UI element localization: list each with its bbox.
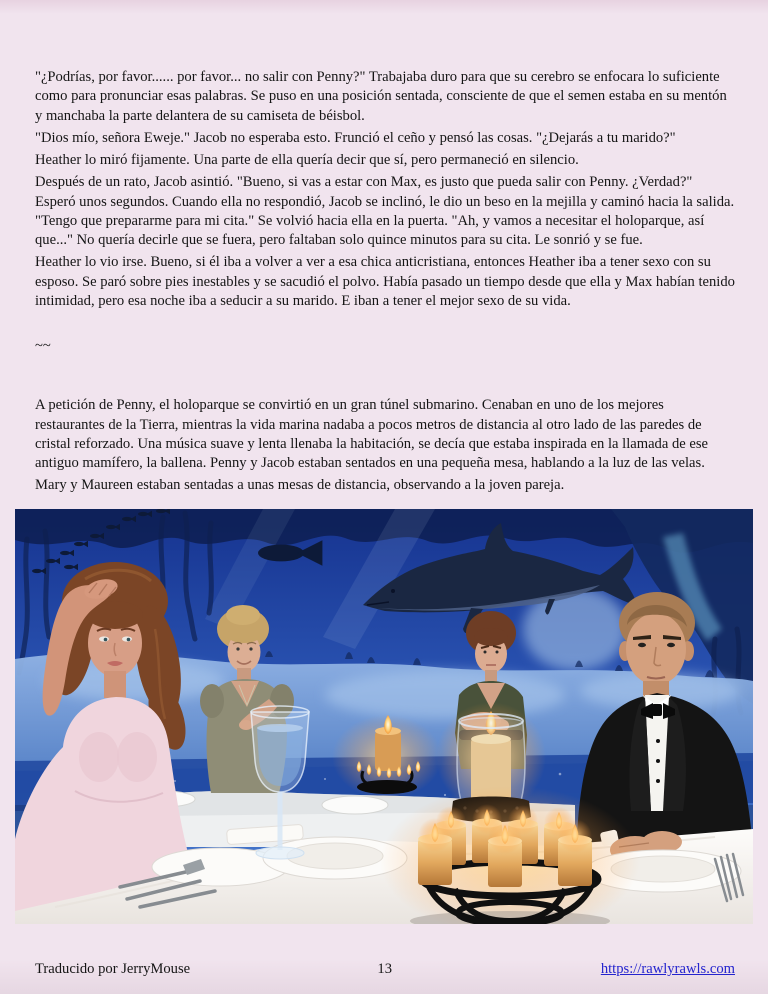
paragraph-2: "Dios mío, señora Eweje." Jacob no esperaba esto. Frunció el ceño y pensó las cosas. "¿Dejarás a tu marido?" — [35, 129, 676, 146]
scene-illustration — [15, 509, 753, 924]
paragraph-6: A petición de Penny, el holoparque se convirtió en un gran túnel submarino. Cenaban en uno de los mejores restaurantes de la Tierra, mientras la vida marina nadaba a pocos metros de distancia al otro lado de las paredes de cristal reforzado. Una música suave y lenta llenaba la habitación, se decía que estaba inspirada en la llamada de ese antiguo mamífero, la ballena. Penny y Jacob estaban sentados en una pequeña mesa, hablando a la luz de las velas. — [35, 397, 709, 471]
scene-break: ~~ — [35, 338, 51, 354]
back-plate — [322, 796, 388, 814]
paragraph-4: Después de un rato, Jacob asintió. "Bueno, si vas a estar con Max, es justo que pueda salir con Penny. ¿Verdad?" Esperó unos segundos. Cuando ella no respondió, Jacob se inclinó, le dio un beso en la mejilla y caminó hacia la salida. "Tengo que prepararme para mi cita." Se volvió hacia ella en la puerta. "Ah, y vamos a necesitar el holoparque, así que..." No quería decirle que se fuera, pero faltaban solo quince minutos para su cita. Le sonrió y se fue. — [35, 174, 735, 248]
page-footer — [35, 961, 735, 978]
back-candelabra — [332, 715, 442, 799]
paragraph-5: Heather lo vio irse. Bueno, si él iba a volver a ver a esa chica anticristiana, entonces Heather iba a tener sexo con su esposo. Se paró sobre pies inestables y se sacudió el polvo. Había pasado un tiempo desde que ella y Max habían tenido intimidad, pero esa noche iba a seducir a su marido. E iban a tener el mejor sexo de su vida. — [35, 254, 735, 309]
paragraph-7: Mary y Maureen estaban sentadas a unas mesas de distancia, observando a la joven pareja. — [35, 477, 565, 494]
site-link[interactable]: https://rawlyrawls.com — [600, 961, 735, 977]
page-number: 13 — [377, 961, 393, 977]
translator-credit: Traducido por JerryMouse — [35, 961, 191, 977]
paragraph-3: Heather lo miró fijamente. Una parte de ella quería decir que sí, pero permaneció en silencio. — [35, 152, 579, 168]
paragraph-1: "¿Podrías, por favor...... por favor... no salir con Penny?" Trabajaba duro para que su cerebro se enfocara lo suficiente como para pronunciar esas palabras. Se puso en una posición sentada, consciente de que el semen estaba en su mentón y manchaba la parte delantera de su camiseta de béisbol. — [35, 69, 727, 124]
